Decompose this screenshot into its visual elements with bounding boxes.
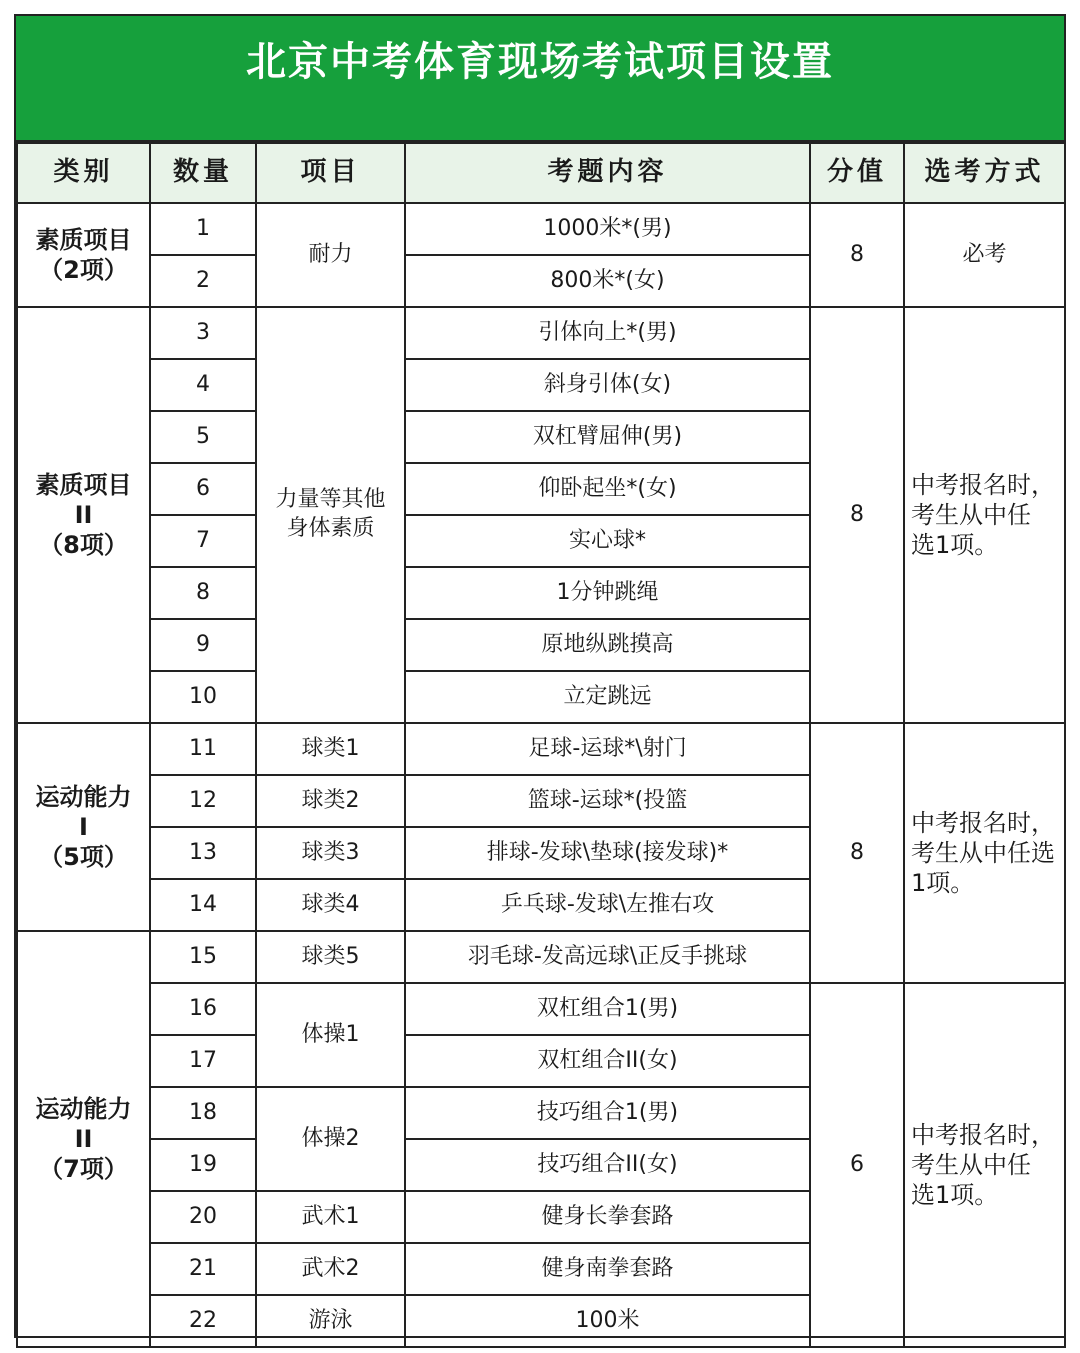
item-cell: 游泳 bbox=[256, 1295, 405, 1347]
content-cell: 1000米*(男) bbox=[405, 203, 810, 255]
content-cell: 双杠组合II(女) bbox=[405, 1035, 810, 1087]
content-cell: 双杠臂屈伸(男) bbox=[405, 411, 810, 463]
method-cell: 必考 bbox=[904, 203, 1065, 307]
score-cell: 8 bbox=[810, 203, 904, 307]
exam-items-table bbox=[16, 142, 1066, 1348]
item-cell: 武术2 bbox=[256, 1243, 405, 1295]
number-cell: 14 bbox=[150, 879, 256, 931]
number-cell: 3 bbox=[150, 307, 256, 359]
table-row bbox=[17, 307, 1065, 359]
content-cell: 健身长拳套路 bbox=[405, 1191, 810, 1243]
number-cell: 22 bbox=[150, 1295, 256, 1347]
header-row bbox=[17, 143, 1065, 203]
content-cell: 篮球-运球*(投篮 bbox=[405, 775, 810, 827]
header-score: 分值 bbox=[810, 143, 904, 203]
number-cell: 6 bbox=[150, 463, 256, 515]
number-cell: 1 bbox=[150, 203, 256, 255]
method-cell: 中考报名时， 考生从中任 选1项。 bbox=[904, 307, 1065, 723]
item-cell: 球类1 bbox=[256, 723, 405, 775]
item-cell: 球类3 bbox=[256, 827, 405, 879]
content-cell: 引体向上*(男) bbox=[405, 307, 810, 359]
item-cell: 球类4 bbox=[256, 879, 405, 931]
number-cell: 11 bbox=[150, 723, 256, 775]
item-cell: 球类5 bbox=[256, 931, 405, 983]
content-cell: 乒乓球-发球\左推右攻 bbox=[405, 879, 810, 931]
category-cell: 素质项目 （2项） bbox=[17, 203, 150, 307]
number-cell: 16 bbox=[150, 983, 256, 1035]
table-row bbox=[17, 983, 1065, 1035]
header-count: 数量 bbox=[150, 143, 256, 203]
page-title: 北京中考体育现场考试项目设置 bbox=[246, 38, 834, 85]
score-cell: 8 bbox=[810, 723, 904, 983]
number-cell: 15 bbox=[150, 931, 256, 983]
number-cell: 8 bbox=[150, 567, 256, 619]
number-cell: 10 bbox=[150, 671, 256, 723]
category-cell: 运动能力 I （5项） bbox=[17, 723, 150, 931]
category-cell: 运动能力 II （7项） bbox=[17, 931, 150, 1347]
content-cell: 羽毛球-发高远球\正反手挑球 bbox=[405, 931, 810, 983]
number-cell: 19 bbox=[150, 1139, 256, 1191]
item-cell: 球类2 bbox=[256, 775, 405, 827]
table-row bbox=[17, 723, 1065, 775]
score-cell: 8 bbox=[810, 307, 904, 723]
content-cell: 足球-运球*\射门 bbox=[405, 723, 810, 775]
number-cell: 21 bbox=[150, 1243, 256, 1295]
score-cell: 6 bbox=[810, 983, 904, 1347]
content-cell: 技巧组合1(男) bbox=[405, 1087, 810, 1139]
content-cell: 原地纵跳摸高 bbox=[405, 619, 810, 671]
item-cell: 力量等其他 身体素质 bbox=[256, 307, 405, 723]
category-cell: 素质项目 II （8项） bbox=[17, 307, 150, 723]
content-cell: 斜身引体(女) bbox=[405, 359, 810, 411]
item-cell: 体操1 bbox=[256, 983, 405, 1087]
table-row bbox=[17, 203, 1065, 255]
content-cell: 实心球* bbox=[405, 515, 810, 567]
content-cell: 健身南拳套路 bbox=[405, 1243, 810, 1295]
number-cell: 7 bbox=[150, 515, 256, 567]
title-banner bbox=[16, 16, 1064, 142]
number-cell: 20 bbox=[150, 1191, 256, 1243]
header-item: 项目 bbox=[256, 143, 405, 203]
content-cell: 双杠组合1(男) bbox=[405, 983, 810, 1035]
content-cell: 立定跳远 bbox=[405, 671, 810, 723]
method-cell: 中考报名时， 考生从中任选 1项。 bbox=[904, 723, 1065, 983]
content-cell: 仰卧起坐*(女) bbox=[405, 463, 810, 515]
number-cell: 17 bbox=[150, 1035, 256, 1087]
header-category: 类别 bbox=[17, 143, 150, 203]
header-content: 考题内容 bbox=[405, 143, 810, 203]
number-cell: 18 bbox=[150, 1087, 256, 1139]
content-cell: 1分钟跳绳 bbox=[405, 567, 810, 619]
number-cell: 12 bbox=[150, 775, 256, 827]
number-cell: 9 bbox=[150, 619, 256, 671]
header-method: 选考方式 bbox=[904, 143, 1065, 203]
item-cell: 耐力 bbox=[256, 203, 405, 307]
item-cell: 武术1 bbox=[256, 1191, 405, 1243]
content-cell: 100米 bbox=[405, 1295, 810, 1347]
content-cell: 800米*(女) bbox=[405, 255, 810, 307]
item-cell: 体操2 bbox=[256, 1087, 405, 1191]
number-cell: 4 bbox=[150, 359, 256, 411]
table-frame bbox=[14, 14, 1066, 1338]
number-cell: 13 bbox=[150, 827, 256, 879]
number-cell: 2 bbox=[150, 255, 256, 307]
number-cell: 5 bbox=[150, 411, 256, 463]
content-cell: 排球-发球\垫球(接发球)* bbox=[405, 827, 810, 879]
method-cell: 中考报名时， 考生从中任 选1项。 bbox=[904, 983, 1065, 1347]
content-cell: 技巧组合II(女) bbox=[405, 1139, 810, 1191]
